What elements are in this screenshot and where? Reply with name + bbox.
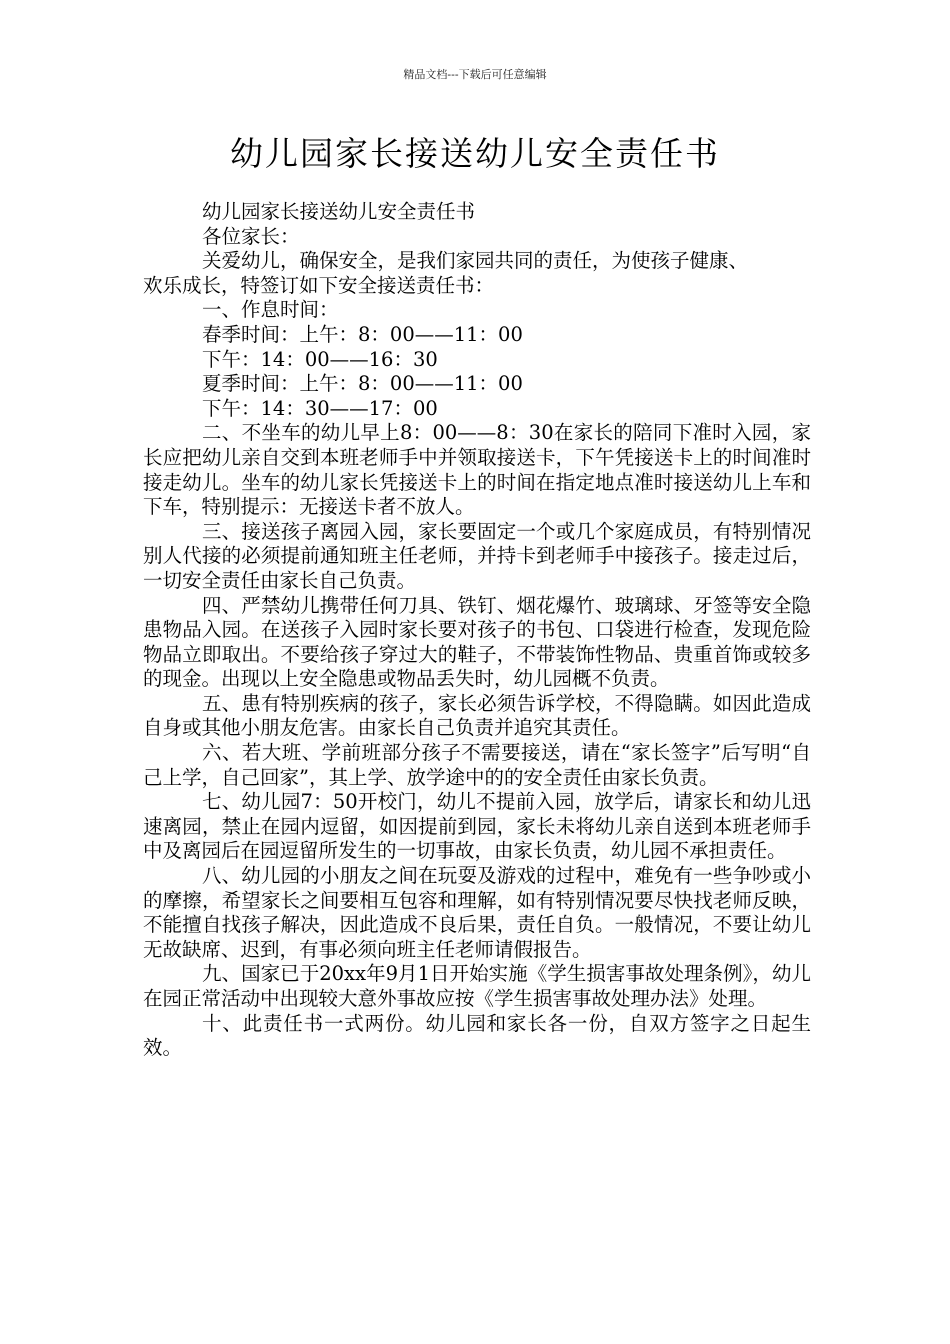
spring-afternoon-line: 下午：14：00——16：30 (202, 347, 438, 371)
paragraph-7: 七、幼儿园7：50开校门，幼儿不提前入园，放学后，请家长和幼儿迅速离园，禁止在园内逗留，如因提前到园，家长未将幼儿亲自送到本班老师手中及离园后在园逗留所发生的一切事故，由家长负责，幼儿园不承担责任。 (143, 790, 811, 863)
salutation-line: 各位家长： (202, 224, 300, 248)
document-title: 幼儿园家长接送幼儿安全责任书 (230, 134, 720, 173)
paragraph-6: 六、若大班、学前班部分孩子不需要接送，请在“家长签字”后写明“自己上学，自己回家”，其上学、放学途中的的安全责任由家长负责。 (143, 741, 811, 789)
spring-morning-line: 春季时间：上午：8：00——11：00 (202, 322, 523, 346)
paragraph-5: 五、患有特别疾病的孩子，家长必须告诉学校，不得隐瞒。如因此造成自身或其他小朋友危害。由家长自己负责并追究其责任。 (143, 691, 811, 740)
section-heading-schedule: 一、作息时间： (202, 298, 339, 322)
paragraph-2: 二、不坐车的幼儿早上8：00——8：30在家长的陪同下准时入园，家长应把幼儿亲自交到本班老师手中并领取接送卡，下午凭接送卡上的时间准时接走幼儿。坐车的幼儿家长凭接送卡上的时间在指定地点准时接送幼儿上车和下车，特别提示：无接送卡者不放人。 (143, 421, 811, 519)
summer-morning-line: 夏季时间：上午：8：00——11：00 (202, 372, 523, 396)
paragraph-3: 三、接送孩子离园入园，家长要固定一个或几个家庭成员，有特别情况别人代接的必须提前通知班主任老师，并持卡到老师手中接孩子。接走过后，一切安全责任由家长自己负责。 (143, 519, 811, 592)
intro-line-1: 关爱幼儿，确保安全，是我们家园共同的责任，为使孩子健康、 (202, 249, 749, 273)
summer-afternoon-line: 下午：14：30——17：00 (202, 396, 438, 420)
intro-line-2: 欢乐成长，特签订如下安全接送责任书： (143, 273, 495, 297)
header-note: 精品文档---下载后可任意编辑 (403, 68, 547, 81)
paragraph-8: 八、幼儿园的小朋友之间在玩耍及游戏的过程中，难免有一些争吵或小的摩擦，希望家长之间要相互包容和理解，如有特别情况要尽快找老师反映，不能擅自找孩子解决，因此造成不良后果，责任自负。一般情况，不要让幼儿无故缺席、迟到，有事必须向班主任老师请假报告。 (143, 864, 811, 961)
subtitle-line: 幼儿园家长接送幼儿安全责任书 (202, 200, 476, 223)
paragraph-10: 十、此责任书一式两份。幼儿园和家长各一份，自双方签字之日起生效。 (143, 1011, 811, 1060)
document-body (143, 200, 811, 1061)
paragraph-4: 四、严禁幼儿携带任何刀具、铁钉、烟花爆竹、玻璃球、牙签等安全隐患物品入园。在送孩子入园时家长要对孩子的书包、口袋进行检查，发现危险物品立即取出。不要给孩子穿过大的鞋子，不带装饰性物品、贵重首饰或较多的现金。出现以上安全隐患或物品丢失时，幼儿园概不负责。 (143, 593, 811, 691)
paragraph-9: 九、国家已于20xx年9月1日开始实施《学生损害事故处理条例》，幼儿在园正常活动中出现较大意外事故应按《学生损害事故处理办法》处理。 (143, 962, 811, 1010)
